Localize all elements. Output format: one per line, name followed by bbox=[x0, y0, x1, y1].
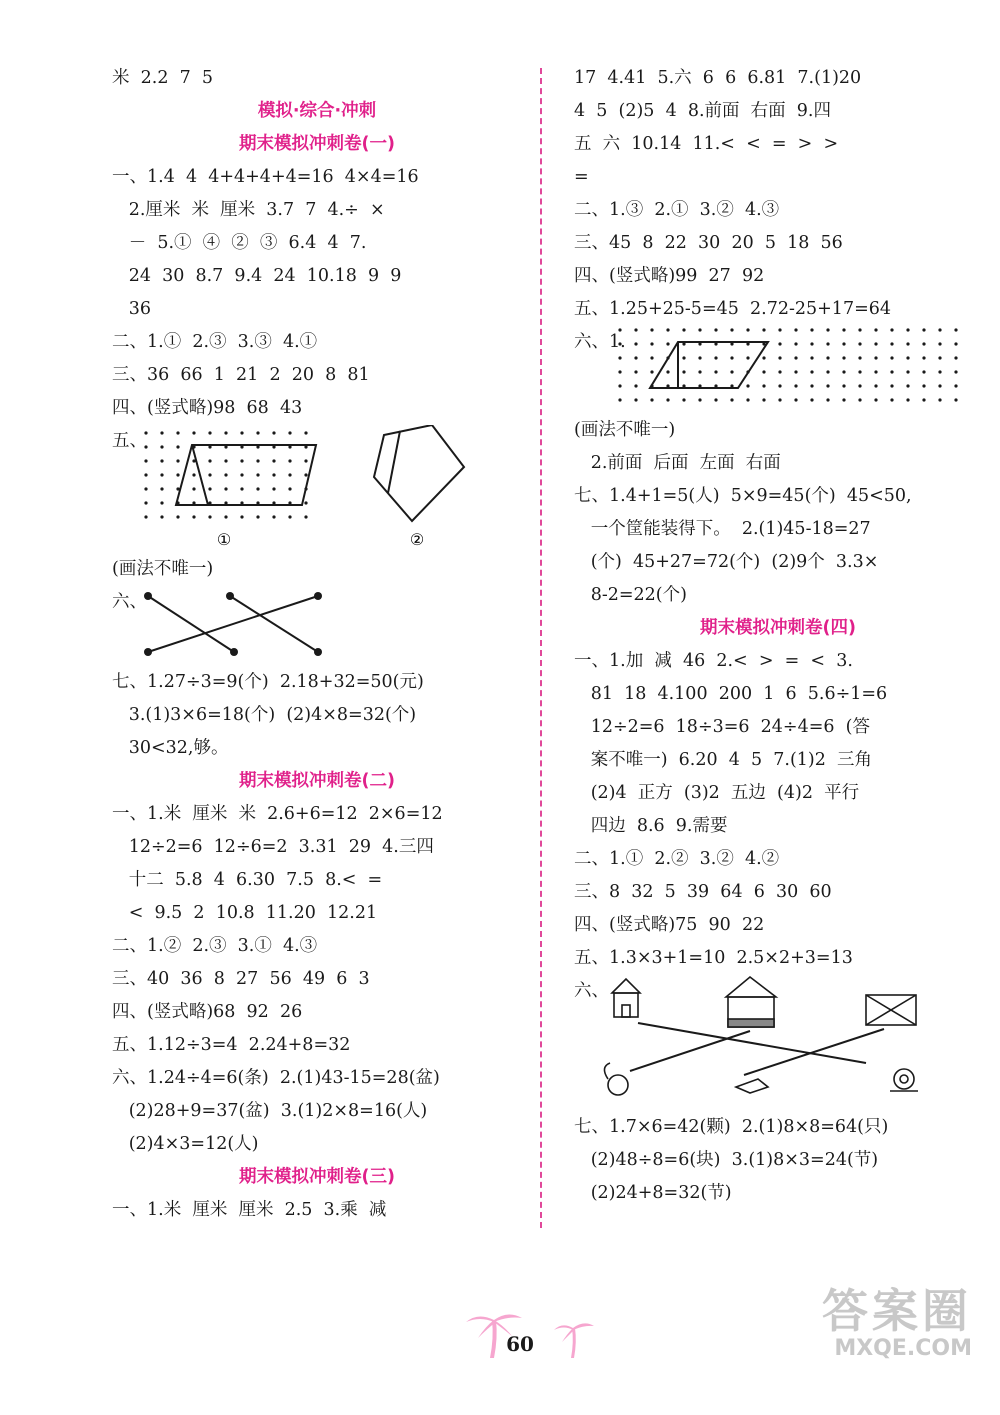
grid-dot bbox=[890, 356, 893, 359]
grid-dot bbox=[762, 370, 765, 373]
answer-line: 四、(竖式略)68 92 26 bbox=[112, 1002, 303, 1022]
grid-dot bbox=[192, 431, 195, 434]
grid-dot bbox=[160, 431, 163, 434]
grid-dot bbox=[954, 398, 957, 401]
grid-dot bbox=[666, 328, 669, 331]
answer-line: 一个筐能装得下。 2.(1)45-18=27 bbox=[574, 519, 871, 539]
grid-dot bbox=[650, 328, 653, 331]
grid-dot bbox=[288, 459, 291, 462]
answer-line: 17 4.41 5.六 6 6 6.81 7.(1)20 bbox=[574, 68, 862, 88]
grid-dot bbox=[826, 342, 829, 345]
grid-dot bbox=[650, 370, 653, 373]
squirrel-icon bbox=[604, 1063, 628, 1095]
match-line bbox=[148, 596, 234, 652]
dot-grid-drawing bbox=[112, 425, 522, 553]
circled-label-1: ① bbox=[216, 530, 232, 549]
grid-dot bbox=[730, 398, 733, 401]
grid-dot bbox=[256, 431, 259, 434]
grid-dot bbox=[858, 328, 861, 331]
answer-line: 五、1.12÷3=4 2.24+8=32 bbox=[112, 1035, 351, 1055]
answer-line: 七、1.27÷3=9(个) 2.18+32=50(元) bbox=[112, 672, 424, 692]
grid-dot bbox=[634, 342, 637, 345]
answer-line: 四边 8.6 9.需要 bbox=[574, 816, 728, 836]
small-house-icon bbox=[612, 979, 640, 1017]
answer-line: = bbox=[574, 167, 589, 187]
pentagon-shape bbox=[374, 425, 464, 521]
grid-dot bbox=[666, 342, 669, 345]
big-house-icon bbox=[726, 977, 776, 1027]
match-line bbox=[630, 1031, 750, 1071]
grid-dot bbox=[634, 356, 637, 359]
answer-line: 三、36 66 1 21 2 20 8 81 bbox=[112, 365, 370, 385]
grid-dot bbox=[810, 384, 813, 387]
grid-dot bbox=[256, 487, 259, 490]
grid-dot bbox=[634, 384, 637, 387]
envelope-icon bbox=[866, 995, 916, 1025]
grid-dot bbox=[842, 398, 845, 401]
grid-dot bbox=[304, 515, 307, 518]
grid-dot bbox=[304, 501, 307, 504]
answer-line: 四、(竖式略)99 27 92 bbox=[574, 266, 765, 286]
grid-dot bbox=[810, 356, 813, 359]
answer-line: 30<32,够。 bbox=[112, 738, 229, 758]
grid-dot bbox=[826, 328, 829, 331]
answer-line: 四、(竖式略)98 68 43 bbox=[112, 398, 303, 418]
answer-line: － 5.① ④ ② ③ 6.4 4 7. bbox=[112, 233, 367, 253]
grid-dot bbox=[682, 328, 685, 331]
grid-dot bbox=[778, 384, 781, 387]
grid-dot bbox=[176, 445, 179, 448]
grid-dot bbox=[208, 431, 211, 434]
grid-dot bbox=[208, 515, 211, 518]
grid-dot bbox=[842, 384, 845, 387]
answer-line: 二、1.② 2.③ 3.① 4.③ bbox=[112, 936, 318, 956]
right-column bbox=[574, 62, 982, 1210]
grid-dot bbox=[256, 473, 259, 476]
grid-dot bbox=[938, 384, 941, 387]
grid-dot bbox=[176, 431, 179, 434]
grid-dot bbox=[842, 342, 845, 345]
grid-dot bbox=[730, 328, 733, 331]
grid-dot bbox=[714, 370, 717, 373]
grid-dot bbox=[698, 398, 701, 401]
dot-grid-2 bbox=[618, 328, 957, 401]
grid-dot bbox=[240, 431, 243, 434]
grid-dot bbox=[746, 328, 749, 331]
answer-line: (2)28+9=37(盆) 3.(1)2×8=16(人) bbox=[112, 1101, 428, 1121]
grid-dot bbox=[954, 370, 957, 373]
page-footer bbox=[0, 1284, 1000, 1368]
left-column bbox=[112, 62, 522, 1227]
grid-dot bbox=[922, 370, 925, 373]
grid-dot bbox=[858, 384, 861, 387]
grid-dot bbox=[714, 398, 717, 401]
grid-dot bbox=[304, 431, 307, 434]
grid-dot bbox=[224, 431, 227, 434]
grid-dot bbox=[714, 328, 717, 331]
pentagon-cut-line bbox=[388, 431, 400, 493]
grid-dot bbox=[288, 515, 291, 518]
figure-label: 六、 bbox=[112, 592, 147, 612]
grid-dot bbox=[160, 487, 163, 490]
answer-line: 六、1.24÷4=6(条) 2.(1)43-15=28(盆) bbox=[112, 1068, 440, 1088]
grid-dot bbox=[778, 356, 781, 359]
grid-dot bbox=[794, 328, 797, 331]
grid-dot bbox=[842, 328, 845, 331]
grid-dot bbox=[730, 356, 733, 359]
grid-dot bbox=[922, 342, 925, 345]
grid-dot bbox=[858, 356, 861, 359]
grid-dot bbox=[874, 328, 877, 331]
answer-line: 二、1.① 2.③ 3.③ 4.① bbox=[112, 332, 318, 352]
grid-dot bbox=[634, 370, 637, 373]
grid-dot bbox=[762, 356, 765, 359]
grid-dot bbox=[890, 384, 893, 387]
grid-dot bbox=[858, 370, 861, 373]
grid-dot bbox=[304, 473, 307, 476]
circled-label-2: ② bbox=[409, 530, 425, 549]
answer-line: (画法不唯一) bbox=[112, 559, 214, 579]
match-dot bbox=[314, 648, 322, 656]
figure-parallelogram-grid bbox=[574, 326, 982, 414]
answer-line: 四、(竖式略)75 90 22 bbox=[574, 915, 765, 935]
answer-line: 36 bbox=[112, 299, 151, 319]
grid-dot bbox=[810, 328, 813, 331]
answer-line: 五 六 10.14 11.< < = > > bbox=[574, 134, 839, 154]
grid-dot bbox=[208, 487, 211, 490]
answer-line: 12÷2=6 12÷6=2 3.31 29 4.三四 bbox=[112, 837, 434, 857]
grid-dot bbox=[666, 398, 669, 401]
grid-dot bbox=[810, 398, 813, 401]
grid-dot bbox=[826, 370, 829, 373]
answer-line: (个) 45+27=72(个) (2)9个 3.3× bbox=[574, 552, 879, 572]
answer-line: 三、40 36 8 27 56 49 6 3 bbox=[112, 969, 370, 989]
grid-dot bbox=[698, 370, 701, 373]
answer-line: (2)24+8=32(节) bbox=[574, 1183, 732, 1203]
section-title: 期末模拟冲刺卷(一) bbox=[239, 134, 395, 154]
grid-dot bbox=[192, 487, 195, 490]
grid-dot bbox=[778, 342, 781, 345]
answer-line: 米 2.2 7 5 bbox=[112, 68, 213, 88]
grid-dot bbox=[794, 356, 797, 359]
match-line bbox=[744, 1029, 884, 1075]
grid-dot bbox=[938, 370, 941, 373]
grid-dot bbox=[906, 384, 909, 387]
grid-dot bbox=[858, 342, 861, 345]
grid-dot bbox=[240, 459, 243, 462]
grid-dot bbox=[906, 370, 909, 373]
grid-dot bbox=[144, 501, 147, 504]
grid-dot bbox=[160, 445, 163, 448]
answer-line: 3.(1)3×6=18(个) (2)4×8=32(个) bbox=[112, 705, 417, 725]
section-title: 模拟·综合·冲刺 bbox=[257, 101, 377, 121]
figure-label: 五、 bbox=[112, 431, 147, 451]
grid-dot bbox=[906, 398, 909, 401]
answer-line: 一、1.米 厘米 米 2.6+6=12 2×6=12 bbox=[112, 804, 443, 824]
grid-dot bbox=[938, 356, 941, 359]
dot-grid-drawing bbox=[574, 326, 982, 414]
watermark-url: MXQE.COM bbox=[834, 1336, 972, 1361]
grid-dot bbox=[256, 459, 259, 462]
grid-dot bbox=[906, 356, 909, 359]
match-dot bbox=[314, 592, 322, 600]
answer-line: 五、1.3×3+1=10 2.5×2+3=13 bbox=[574, 948, 853, 968]
grid-dot bbox=[874, 342, 877, 345]
grid-dot bbox=[160, 515, 163, 518]
grid-dot bbox=[778, 328, 781, 331]
column-divider bbox=[540, 68, 542, 1228]
section-title: 期末模拟冲刺卷(四) bbox=[700, 618, 856, 638]
answer-line: (画法不唯一) bbox=[574, 420, 676, 440]
grid-dot bbox=[890, 398, 893, 401]
answer-line: 七、1.7×6=42(颗) 2.(1)8×8=64(只) bbox=[574, 1117, 889, 1137]
grid-dot bbox=[240, 515, 243, 518]
grid-dot bbox=[922, 328, 925, 331]
answer-line: 五、1.25+25-5=45 2.72-25+17=64 bbox=[574, 299, 892, 319]
grid-dot bbox=[618, 384, 621, 387]
grid-dot bbox=[272, 473, 275, 476]
match-dot bbox=[230, 648, 238, 656]
grid-dot bbox=[208, 473, 211, 476]
grid-dot bbox=[922, 356, 925, 359]
grid-dot bbox=[890, 370, 893, 373]
grid-dot bbox=[288, 487, 291, 490]
grid-dot bbox=[794, 384, 797, 387]
answer-line: 一、1.4 4 4+4+4+4=16 4×4=16 bbox=[112, 167, 419, 187]
grid-dot bbox=[272, 431, 275, 434]
section-title: 期末模拟冲刺卷(二) bbox=[239, 771, 395, 791]
grid-dot bbox=[842, 356, 845, 359]
trapezoid-shape bbox=[176, 445, 316, 505]
answer-line: 2.厘米 米 厘米 3.7 7 4.÷ × bbox=[112, 200, 385, 220]
answer-line: 案不唯一) 6.20 4 5 7.(1)2 三角 bbox=[574, 750, 872, 770]
matching-drawing bbox=[112, 586, 522, 666]
match-line bbox=[230, 596, 318, 652]
grid-dot bbox=[794, 398, 797, 401]
grid-dot bbox=[650, 398, 653, 401]
watermark-title: 答案圈 bbox=[822, 1284, 972, 1338]
grid-dot bbox=[746, 356, 749, 359]
grid-dot bbox=[906, 328, 909, 331]
grid-dot bbox=[874, 370, 877, 373]
grid-dot bbox=[666, 370, 669, 373]
grid-dot bbox=[144, 473, 147, 476]
figure-matching-lines bbox=[112, 586, 522, 666]
grid-dot bbox=[144, 515, 147, 518]
answer-line: 二、1.③ 2.① 3.② 4.③ bbox=[574, 200, 780, 220]
grid-dot bbox=[890, 328, 893, 331]
grid-dot bbox=[906, 342, 909, 345]
answer-line: 三、8 32 5 39 64 6 30 60 bbox=[574, 882, 832, 902]
grid-dot bbox=[746, 384, 749, 387]
answer-line: 81 18 4.100 200 1 6 5.6÷1=6 bbox=[574, 684, 888, 704]
watermark-logo bbox=[672, 1286, 972, 1362]
grid-dot bbox=[160, 459, 163, 462]
grid-dot bbox=[224, 459, 227, 462]
grid-dot bbox=[746, 398, 749, 401]
grid-dot bbox=[874, 384, 877, 387]
grid-dot bbox=[634, 398, 637, 401]
grid-dot bbox=[224, 515, 227, 518]
parallelogram-shape bbox=[650, 342, 768, 388]
grid-dot bbox=[874, 356, 877, 359]
snail-icon bbox=[890, 1069, 918, 1091]
grid-dot bbox=[810, 370, 813, 373]
grid-dot bbox=[272, 487, 275, 490]
grid-dot bbox=[826, 384, 829, 387]
section-title: 期末模拟冲刺卷(三) bbox=[239, 1167, 395, 1187]
grid-dot bbox=[858, 398, 861, 401]
grid-dot bbox=[954, 342, 957, 345]
grid-dot bbox=[794, 342, 797, 345]
answer-line: (2)4 正方 (3)2 五边 (4)2 平行 bbox=[574, 783, 860, 803]
grid-dot bbox=[618, 370, 621, 373]
grid-dot bbox=[826, 398, 829, 401]
grid-dot bbox=[954, 384, 957, 387]
grid-dot bbox=[698, 356, 701, 359]
grid-dot bbox=[874, 398, 877, 401]
figure-picture-matching bbox=[574, 975, 982, 1111]
grid-dot bbox=[272, 459, 275, 462]
grid-dot bbox=[176, 473, 179, 476]
grid-dot bbox=[954, 356, 957, 359]
figure-label: 六、1. bbox=[574, 332, 626, 352]
grid-dot bbox=[224, 487, 227, 490]
grid-dot bbox=[176, 515, 179, 518]
grid-dot bbox=[144, 459, 147, 462]
answer-line: (2)4×3=12(人) bbox=[112, 1134, 259, 1154]
grid-dot bbox=[144, 487, 147, 490]
grid-dot bbox=[714, 356, 717, 359]
grid-dot bbox=[954, 328, 957, 331]
grid-dot bbox=[160, 501, 163, 504]
grid-dot bbox=[730, 370, 733, 373]
grid-dot bbox=[192, 473, 195, 476]
grid-dot bbox=[762, 328, 765, 331]
grid-dot bbox=[698, 328, 701, 331]
grid-dot bbox=[240, 487, 243, 490]
grid-dot bbox=[288, 431, 291, 434]
answer-line: 二、1.① 2.② 3.② 4.② bbox=[574, 849, 780, 869]
grid-dot bbox=[650, 342, 653, 345]
match-dot bbox=[226, 592, 234, 600]
answer-line: 十二 5.8 4 6.30 7.5 8.< = bbox=[112, 870, 383, 890]
grid-dot bbox=[288, 473, 291, 476]
grid-dot bbox=[890, 342, 893, 345]
match-line bbox=[148, 596, 318, 652]
grid-dot bbox=[938, 342, 941, 345]
answer-line: 8-2=22(个) bbox=[574, 585, 687, 605]
grid-dot bbox=[682, 356, 685, 359]
grid-dot bbox=[160, 473, 163, 476]
grid-dot bbox=[778, 398, 781, 401]
grid-dot bbox=[618, 398, 621, 401]
grid-dot bbox=[634, 328, 637, 331]
grid-dot bbox=[842, 370, 845, 373]
answer-line: < 9.5 2 10.8 11.20 12.21 bbox=[112, 903, 378, 923]
grid-dot bbox=[794, 370, 797, 373]
grid-dot bbox=[826, 356, 829, 359]
grid-dot bbox=[810, 342, 813, 345]
answer-line: 2.前面 后面 左面 右面 bbox=[574, 453, 781, 473]
answer-line: 三、45 8 22 30 20 5 18 56 bbox=[574, 233, 843, 253]
answer-line: 24 30 8.7 9.4 24 10.18 9 9 bbox=[112, 266, 402, 286]
grid-dot bbox=[650, 356, 653, 359]
answer-line: 一、1.米 厘米 厘米 2.5 3.乘 减 bbox=[112, 1200, 387, 1220]
grid-dot bbox=[922, 398, 925, 401]
grid-dot bbox=[208, 459, 211, 462]
grid-dot bbox=[938, 328, 941, 331]
figure-label: 六、 bbox=[574, 981, 609, 1001]
answer-line: 4 5 (2)5 4 8.前面 右面 9.四 bbox=[574, 101, 831, 121]
grid-dot bbox=[922, 384, 925, 387]
answer-line: 12÷2=6 18÷3=6 24÷4=6 (答 bbox=[574, 717, 870, 737]
grid-dot bbox=[304, 459, 307, 462]
grid-dot bbox=[682, 398, 685, 401]
picture-matching-drawing bbox=[574, 975, 982, 1111]
grid-dot bbox=[682, 370, 685, 373]
answer-line: 一、1.加 减 46 2.< > = < 3. bbox=[574, 651, 853, 671]
grid-dot bbox=[224, 473, 227, 476]
grid-dot bbox=[240, 473, 243, 476]
figure-dot-grids bbox=[112, 425, 522, 553]
grid-dot bbox=[762, 384, 765, 387]
page-number: 60 bbox=[506, 1332, 534, 1356]
answer-line: 七、1.4+1=5(人) 5×9=45(个) 45<50, bbox=[574, 486, 912, 506]
bird-icon bbox=[736, 1079, 768, 1093]
grid-dot bbox=[256, 515, 259, 518]
grid-dot bbox=[778, 370, 781, 373]
grid-dot bbox=[762, 398, 765, 401]
grid-dot bbox=[938, 398, 941, 401]
answer-line: (2)48÷8=6(块) 3.(1)8×3=24(节) bbox=[574, 1150, 879, 1170]
grid-dot bbox=[176, 459, 179, 462]
grid-dot bbox=[272, 515, 275, 518]
match-dot bbox=[144, 648, 152, 656]
grid-dot bbox=[192, 515, 195, 518]
